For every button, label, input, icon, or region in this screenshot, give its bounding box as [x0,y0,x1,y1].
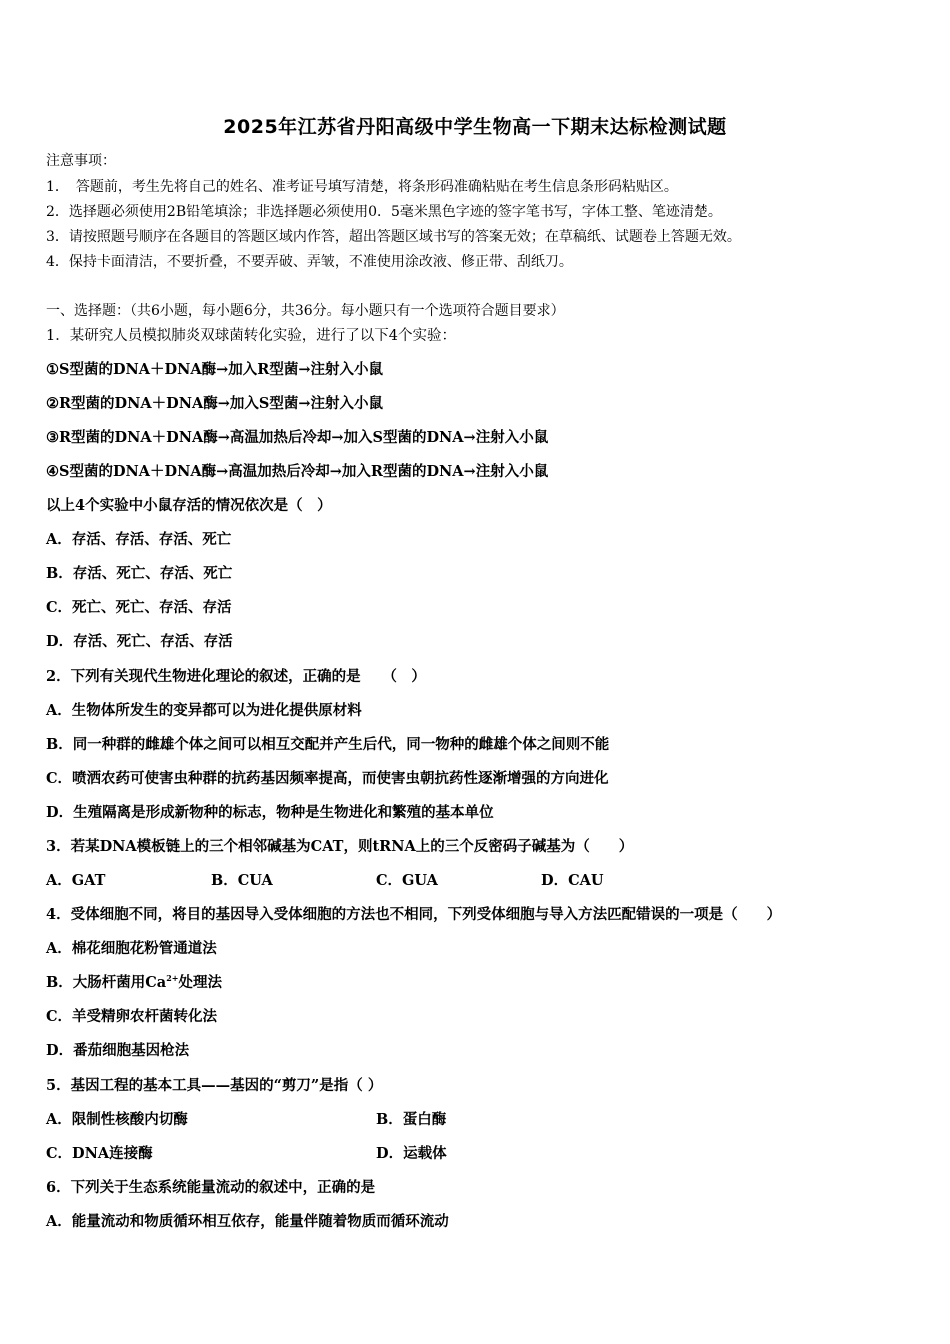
q4-option-b-sup: 2+ [166,973,179,984]
notice-item-4: 4．保持卡面清洁，不要折叠，不要弄破、弄皱，不准使用涂改液、修正带、刮纸刀。 [46,254,573,270]
question-6-stem: 6．下列关于生态系统能量流动的叙述中，正确的是 [46,1179,376,1196]
q2-option-b: B．同一种群的雌雄个体之间可以相互交配并产生后代，同一物种的雌雄个体之间则不能 [46,736,610,753]
question-1-stem: 1．某研究人员模拟肺炎双球菌转化实验，进行了以下4个实验： [46,328,456,344]
q1-option-a: A．存活、存活、存活、死亡 [46,531,232,548]
question-2-stem: 2．下列有关现代生物进化理论的叙述，正确的是 （ ） [46,668,426,685]
q2-option-d: D．生殖隔离是形成新物种的标志，物种是生物进化和繁殖的基本单位 [46,804,494,821]
q1-option-d: D．存活、死亡、存活、存活 [46,633,233,650]
q1-experiment-1: ①S型菌的DNA＋DNA酶→加入R型菌→注射入小鼠 [46,361,383,378]
question-5-stem: 5．基因工程的基本工具——基因的“剪刀”是指（ ） [46,1077,383,1094]
section-heading: 一、选择题：（共6小题，每小题6分，共36分。每小题只有一个选项符合题目要求） [46,303,565,319]
q3-option-b: B．CUA [211,872,273,889]
q4-option-c: C．羊受精卵农杆菌转化法 [46,1008,218,1025]
q1-ask: 以上4个实验中小鼠存活的情况依次是（ ） [46,497,332,514]
q5-option-c: C．DNA连接酶 [46,1145,153,1162]
notice-item-3: 3．请按照题号顺序在各题目的答题区域内作答，超出答题区域书写的答案无效；在草稿纸、试题卷上答题无效。 [46,229,741,245]
notice-heading: 注意事项： [46,153,116,169]
q1-option-c: C．死亡、死亡、存活、存活 [46,599,232,616]
question-4-stem: 4．受体细胞不同，将目的基因导入受体细胞的方法也不相同，下列受体细胞与导入方法匹配错误的一项是（ ） [46,906,782,923]
q1-experiment-4: ④S型菌的DNA＋DNA酶→高温加热后冷却→加入R型菌的DNA→注射入小鼠 [46,463,549,480]
q1-experiment-3: ③R型菌的DNA＋DNA酶→高温加热后冷却→加入S型菌的DNA→注射入小鼠 [46,429,549,446]
page-title: 2025年江苏省丹阳高级中学生物高一下期末达标检测试题 [223,116,727,138]
q1-option-b: B．存活、死亡、存活、死亡 [46,565,233,582]
q4-option-d: D．番茄细胞基因枪法 [46,1042,190,1059]
q4-option-b-tail: 处理法 [178,974,222,991]
q3-option-d: D．CAU [541,872,604,889]
q2-option-a: A．生物体所发生的变异都可以为进化提供原材料 [46,702,362,719]
q4-option-a: A．棉花细胞花粉管通道法 [46,940,217,957]
notice-item-2: 2．选择题必须使用2B铅笔填涂；非选择题必须使用0．5毫米黑色字迹的签字笔书写，字体工整、笔迹清楚。 [46,204,722,220]
q4-option-b [46,973,222,993]
q1-experiment-2: ②R型菌的DNA＋DNA酶→加入S型菌→注射入小鼠 [46,395,383,412]
q4-option-b-label: B．大肠杆菌用Ca [46,974,167,991]
q5-option-a: A．限制性核酸内切酶 [46,1111,188,1128]
q6-option-a: A．能量流动和物质循环相互依存，能量伴随着物质而循环流动 [46,1213,449,1230]
q3-option-c: C．GUA [376,872,438,889]
q5-option-b: B．蛋白酶 [376,1111,447,1128]
question-3-stem: 3．若某DNA模板链上的三个相邻碱基为CAT，则tRNA上的三个反密码子碱基为（ ） [46,838,634,855]
notice-item-1: 1． 答题前，考生先将自己的姓名、准考证号填写清楚，将条形码准确粘贴在考生信息条形码粘贴区。 [46,179,678,195]
q3-option-a: A．GAT [46,872,106,889]
q5-option-d: D．运载体 [376,1145,447,1162]
q2-option-c: C．喷洒农药可使害虫种群的抗药基因频率提高，而使害虫朝抗药性逐渐增强的方向进化 [46,770,609,787]
